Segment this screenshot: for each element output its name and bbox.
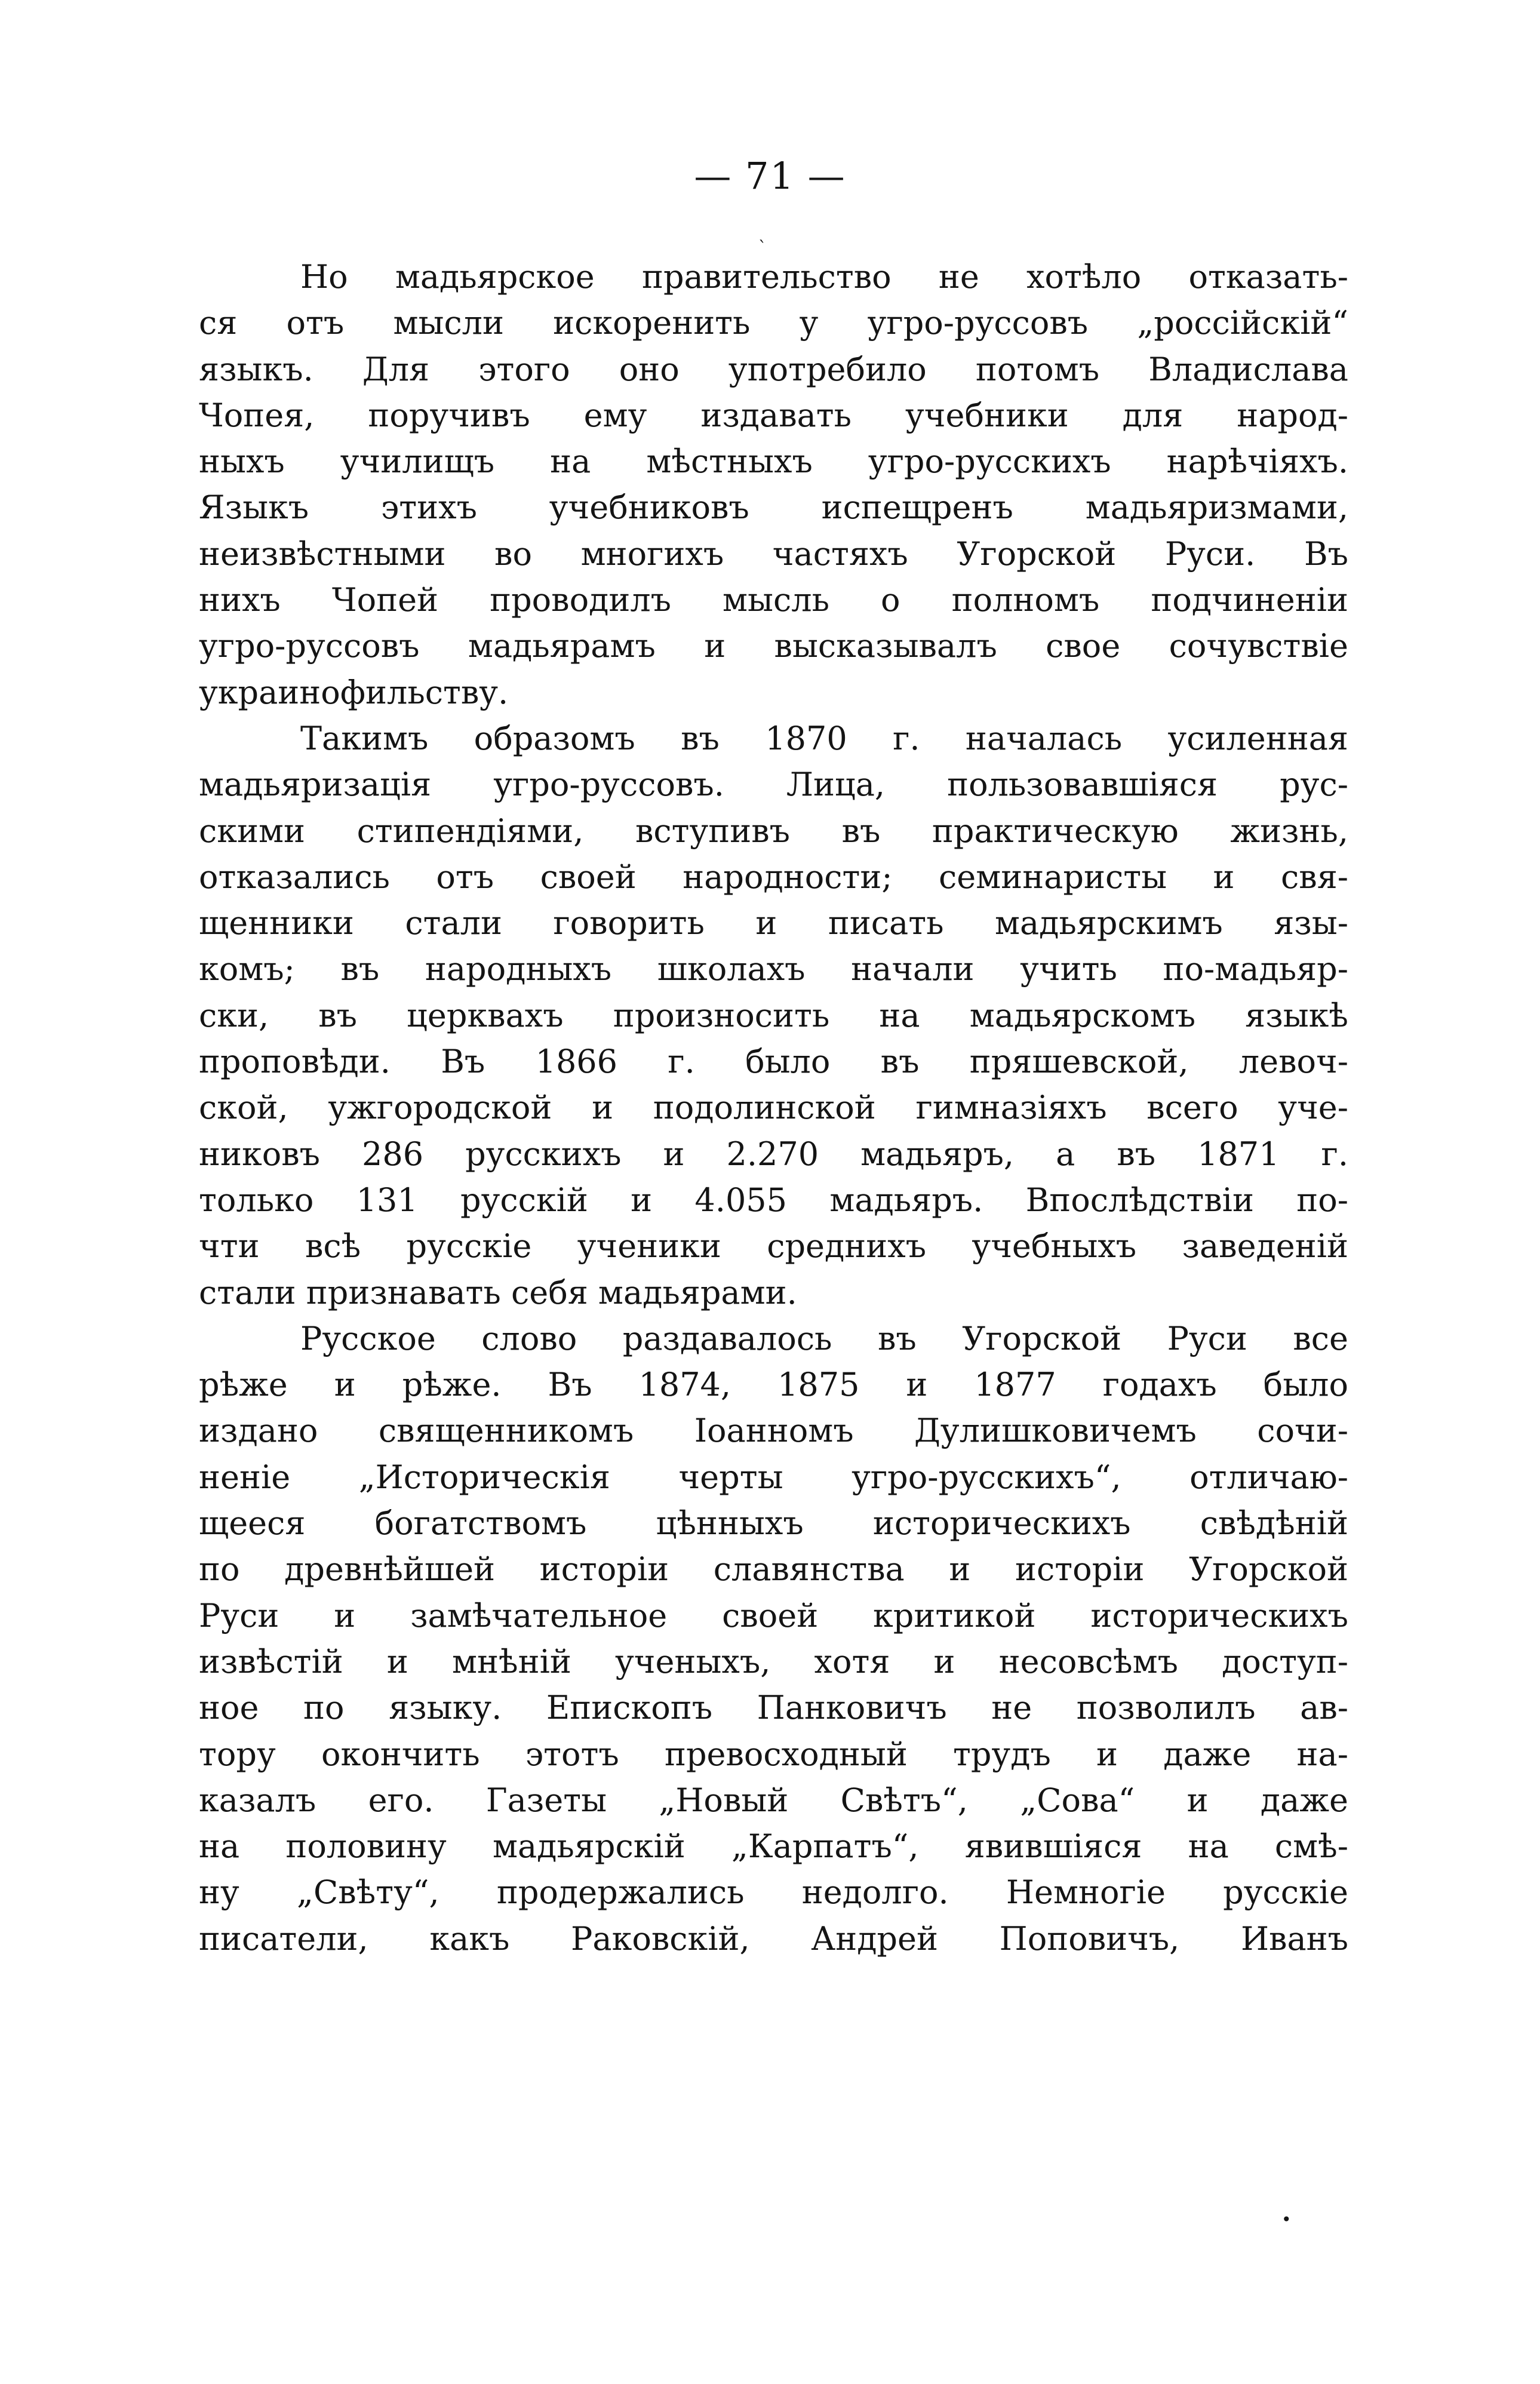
text-line: Руси и замѣчательное своей критикой историческихъ	[199, 1596, 1348, 1635]
text-line: скими стипендіями, вступивъ въ практическую жизнь,	[199, 812, 1348, 850]
text-line: языкъ. Для этого оно употребило потомъ Владислава	[199, 350, 1348, 388]
text-line: никовъ 286 русскихъ и 2.270 мадьяръ, а въ 1871 г.	[199, 1135, 1348, 1173]
text-line: комъ; въ народныхъ школахъ начали учить по-мадьяр-	[199, 950, 1348, 988]
text-line: рѣже и рѣже. Въ 1874, 1875 и 1877 годахъ было	[199, 1366, 1348, 1404]
text-line: Чопея, поручивъ ему издавать учебники для народ-	[199, 396, 1348, 434]
text-line: ное по языку. Епископъ Панковичъ не позволилъ ав-	[199, 1689, 1348, 1727]
text-line: Но мадьярское правительство не хотѣло отказать-	[300, 258, 1348, 296]
text-line: Такимъ образомъ въ 1870 г. началась усиленная	[300, 719, 1348, 757]
text-line: чти всѣ русскіе ученики среднихъ учебныхъ заведеній	[199, 1227, 1348, 1265]
text-line: неизвѣстными во многихъ частяхъ Угорской Руси. Въ	[199, 534, 1348, 573]
text-line: проповѣди. Въ 1866 г. было въ пряшевской, левоч-	[199, 1043, 1348, 1081]
text-line: писатели, какъ Раковскій, Андрей Поповичъ, Иванъ	[199, 1919, 1348, 1958]
text-line: только 131 русскій и 4.055 мадьяръ. Впослѣдствіи по-	[199, 1181, 1348, 1219]
text-line: угро-руссовъ мадьярамъ и высказывалъ свое сочувствіе	[199, 627, 1348, 665]
text-line: тору окончить этотъ превосходный трудъ и даже на-	[199, 1735, 1348, 1773]
text-line: украинофильству.	[199, 673, 509, 711]
body-text	[199, 254, 1348, 1962]
text-line: извѣстій и мнѣній ученыхъ, хотя и несовсѣмъ доступ-	[199, 1642, 1348, 1681]
text-line: неніе „Историческія черты угро-русскихъ“, отличаю-	[199, 1458, 1348, 1496]
text-line: стали признавать себя мадьярами.	[199, 1273, 797, 1311]
text-line: издано священникомъ Іоанномъ Дулишковичемъ сочи-	[199, 1412, 1348, 1450]
text-line: ся отъ мысли искоренить у угро-руссовъ „россійскій“	[199, 304, 1348, 342]
ink-speck: ˋ	[758, 238, 767, 257]
ink-speck: •	[1281, 2210, 1292, 2229]
text-line: казалъ его. Газеты „Новый Свѣтъ“, „Сова“ и даже	[199, 1781, 1348, 1819]
text-line: щееся богатствомъ цѣнныхъ историческихъ свѣдѣній	[199, 1504, 1348, 1543]
text-line: ски, въ церквахъ произносить на мадьярскомъ языкѣ	[199, 996, 1348, 1034]
text-line: ну „Свѣту“, продержались недолго. Немногіе русскіе	[199, 1873, 1348, 1912]
text-line: Русское слово раздавалось въ Угорской Руси все	[300, 1319, 1348, 1357]
text-line: щенники стали говорить и писать мадьярскимъ язы-	[199, 904, 1348, 942]
page-number: — 71 —	[694, 154, 846, 198]
text-line: ской, ужгородской и подолинской гимназіяхъ всего уче-	[199, 1089, 1348, 1127]
text-line: нихъ Чопей проводилъ мысль о полномъ подчиненіи	[199, 581, 1348, 619]
text-line: Языкъ этихъ учебниковъ испещренъ мадьяризмами,	[199, 489, 1348, 527]
text-line: на половину мадьярскій „Карпатъ“, явившіяся на смѣ-	[199, 1827, 1348, 1866]
text-line: отказались отъ своей народности; семинаристы и свя-	[199, 858, 1348, 896]
text-line: мадьяризація угро-руссовъ. Лица, пользовавшіяся рус-	[199, 766, 1348, 804]
text-line: ныхъ училищъ на мѣстныхъ угро-русскихъ нарѣчіяхъ.	[199, 443, 1348, 481]
text-line: по древнѣйшей исторіи славянства и исторіи Угорской	[199, 1550, 1348, 1589]
